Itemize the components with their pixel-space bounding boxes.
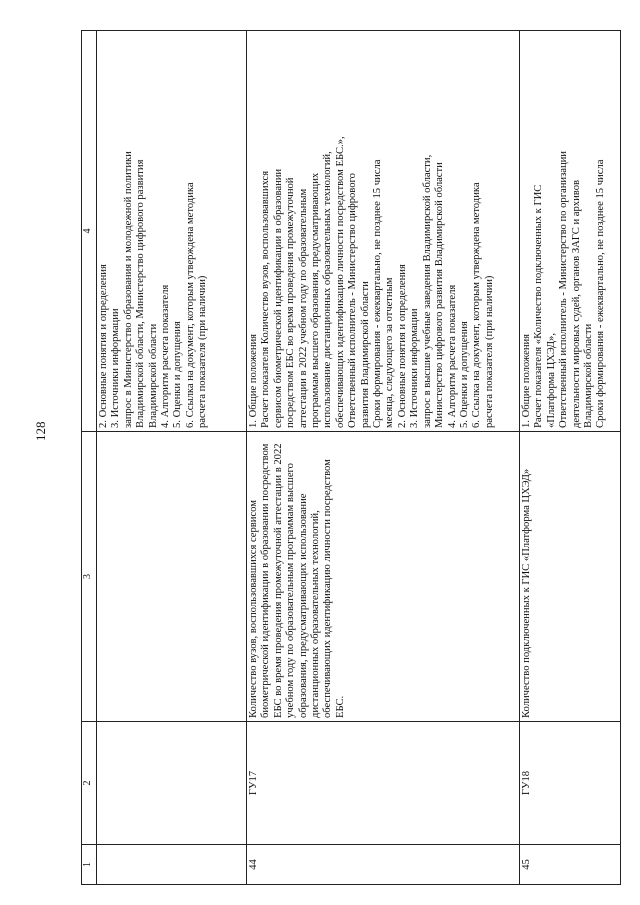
indicator-table [81,30,621,885]
detail-line: 1. Общие положения [248,333,259,428]
detail-line: 2. Основные понятия и определения [396,264,408,428]
detail-line: 3. Источники информации [110,308,122,428]
detail-line: 4. Алгоритм расчета показателя [160,284,172,428]
detail-line: развития Владимирской области [359,281,371,428]
detail-line: 4. Алгоритм расчета показателя [446,284,458,428]
detail-line: месяца, следующего за отчетным [384,277,396,428]
detail-line: 3. Источники информации [409,308,421,428]
detail-line: Сроки формирования - ежеквартально, не позднее 15 числа [372,159,384,428]
detail-line: Расчет показателя «Количество подключенных к ГИС [533,184,545,428]
detail-line: сервисом биометрической идентификации в образовании [272,168,284,428]
header-col-4: 4 [82,31,97,432]
detail-line: обеспечивающих идентификацию личности посредством ЕБС.», [334,136,346,428]
detail-line: Сроки формирования - ежеквартально, не позднее 15 числа [595,159,607,428]
row-code: ГУ18 [520,722,621,845]
detail-line: 6. Ссылка на документ, которым утверждена методика [184,182,196,428]
detail-line: Министерство цифрового развития Владимирской области [434,162,446,428]
detail-line: Расчет показателя Количество вузов, воспользовавшихся [260,170,272,428]
detail-line: 2. Основные понятия и определения [98,264,109,428]
row-number [97,845,247,885]
detail-line: расчета показателя (при наличии) [483,275,495,428]
detail-line: программам высшего образования, предусматривающих [310,172,322,428]
table-row [97,31,247,885]
row-name [520,432,621,722]
detail-line: запрос в высшие учебные заведения Владимирской области, [421,154,433,428]
row-details [247,31,520,432]
detail-line: аттестации в 2022 учебном году по образовательным [297,188,309,428]
detail-line: использование дистанционных образовательных технологий, [322,151,334,428]
detail-line: запрос в Министерство образования и молодежной политики [122,151,134,428]
row-code [97,722,247,845]
detail-line: посредством ЕБС во время проведения промежуточной [285,177,297,428]
detail-line: Ответственный исполнитель - Министерство по организации [558,151,570,428]
detail-line: 5. Оценки и допущения [458,321,470,428]
rotated-page-content [81,59,621,885]
row-number: 44 [247,845,520,885]
row-name-text: Количество подключенных к ГИС «Платформа ЦХЭД» [521,468,532,718]
header-col-1: 1 [82,845,97,885]
row-name [247,432,520,722]
row-details [97,31,247,432]
header-col-2: 2 [82,722,97,845]
detail-line: 1. Общие положения [521,333,532,428]
table-row [520,31,621,885]
detail-line: 5. Оценки и допущения [172,321,184,428]
detail-line: Владимирской области [147,323,159,428]
row-details [520,31,621,432]
detail-line: Владимирской области [583,323,595,428]
table-header-row [82,31,97,885]
row-name [97,432,247,722]
table-row [247,31,520,885]
row-number: 45 [520,845,621,885]
detail-line: расчета показателя (при наличии) [197,275,209,428]
row-code: ГУ17 [247,722,520,845]
row-name-text: Количество вузов, воспользовавшихся сервисом биометрической идентификации в образовании посредством ЕБС во время проведения промежуточной аттестации в 2022 учебном году по образовательным программам высшего образования, предусматривающих использование дистанционных образовательных технологий, обеспечивающих идентификацию личности посредством ЕБС. [248,443,346,718]
detail-line: деятельности мировых судей, органов ЗАГС и архивов [570,179,582,428]
detail-line: «Платформа ЦХЭД», [545,332,557,428]
page-number: 128 [33,421,48,441]
detail-line: Владимирской области, Министерство цифрового развития [135,159,147,428]
header-col-3: 3 [82,432,97,722]
detail-line: 6. Ссылка на документ, которым утверждена методика [471,182,483,428]
detail-line: Ответственный исполнитель - Министерство цифрового [347,173,359,428]
